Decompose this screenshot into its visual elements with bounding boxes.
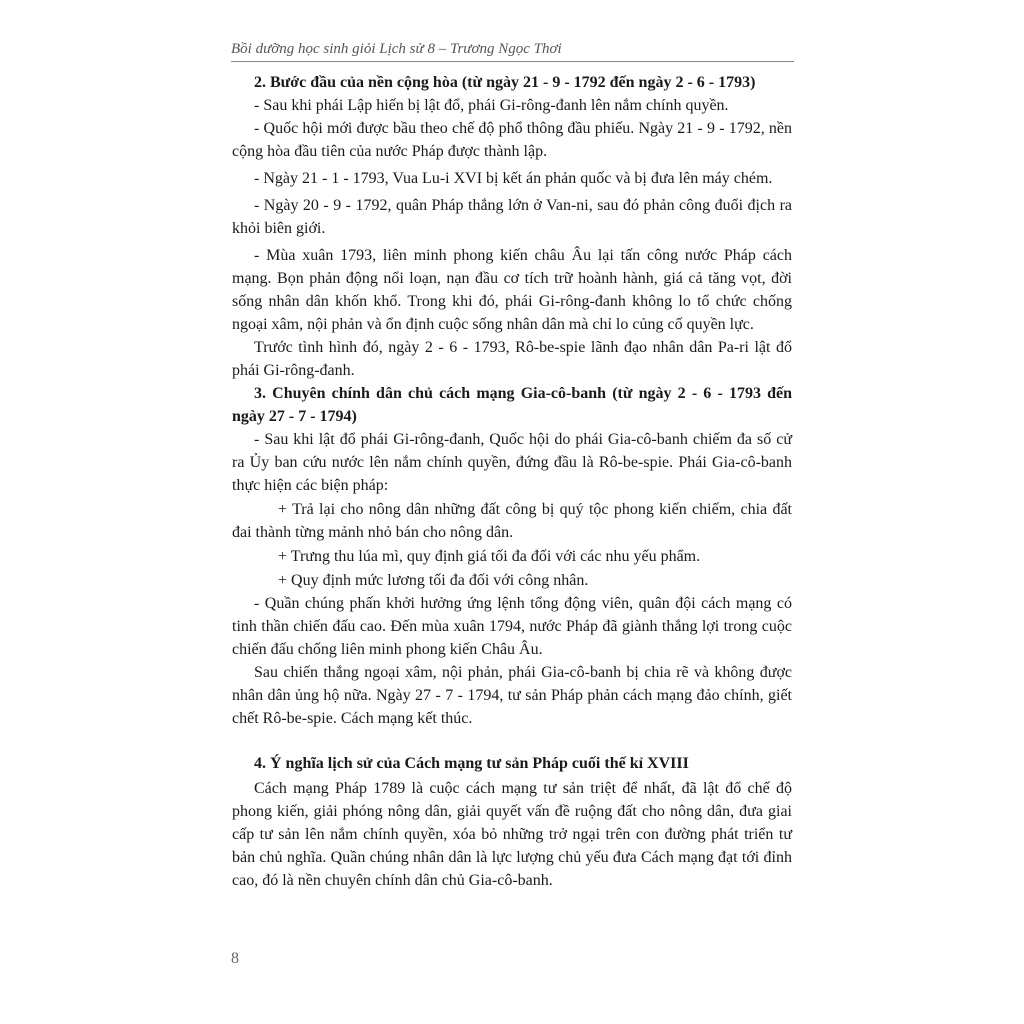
section-2-para-3: - Ngày 21 - 1 - 1793, Vua Lu-i XVI bị kết án phản quốc và bị đưa lên máy chém. [254, 170, 773, 187]
section-3-bullet-1: + Trả lại cho nông dân những đất công bị quý tộc phong kiến chiếm, chia đất đai thành từng mảnh nhỏ bán cho nông dân. [232, 501, 792, 541]
section-2-para-1: - Sau khi phái Lập hiến bị lật đổ, phái Gi-rông-đanh lên nắm chính quyền. [254, 97, 729, 114]
section-3-bullet-3: + Quy định mức lương tối đa đối với công nhân. [278, 572, 589, 589]
running-header: Bồi dưỡng học sinh giỏi Lịch sử 8 – Trương Ngọc Thơi [231, 40, 794, 62]
section-3-bullet-2: + Trưng thu lúa mì, quy định giá tối đa đối với các nhu yếu phẩm. [278, 548, 701, 565]
section-3-para-3: Sau chiến thắng ngoại xâm, nội phản, phái Gia-cô-banh bị chia rẽ và không được nhân dân ủng hộ nữa. Ngày 27 - 7 - 1794, tư sản Pháp phản cách mạng đảo chính, giết chết Rô-be-spie. Cách mạng kết thúc. [232, 664, 792, 727]
section-4-para-1: Cách mạng Pháp 1789 là cuộc cách mạng tư sản triệt để nhất, đã lật đổ chế độ phong kiến, giải phóng nông dân, giải quyết vấn đề ruộng đất cho nông dân, đưa giai cấp tư sản lên nắm chính quyền, xóa bỏ những trở ngại trên con đường phát triển tư bản chủ nghĩa. Quần chúng nhân dân là lực lượng chủ yếu đưa Cách mạng đạt tới đỉnh cao, đó là nền chuyên chính dân chủ Gia-cô-banh. [232, 780, 792, 889]
section-2-para-4: - Ngày 20 - 9 - 1792, quân Pháp thắng lớn ở Van-ni, sau đó phản công đuổi địch ra khỏi biên giới. [232, 197, 792, 237]
section-3-para-2: - Quần chúng phấn khởi hưởng ứng lệnh tổng động viên, quân đội cách mạng có tinh thần chiến đấu cao. Đến mùa xuân 1794, nước Pháp đã giành thắng lợi trong cuộc chiến đấu chống liên minh phong kiến Châu Âu. [232, 595, 792, 658]
page-body [232, 71, 792, 892]
section-2-title: 2. Bước đầu của nền cộng hòa (từ ngày 21 - 9 - 1792 đến ngày 2 - 6 - 1793) [254, 74, 756, 91]
section-2-para-6: Trước tình hình đó, ngày 2 - 6 - 1793, Rô-be-spie lãnh đạo nhân dân Pa-ri lật đổ phái Gi-rông-đanh. [232, 339, 792, 379]
section-2-para-2: - Quốc hội mới được bầu theo chế độ phổ thông đầu phiếu. Ngày 21 - 9 - 1792, nền cộng hòa đầu tiên của nước Pháp được thành lập. [232, 120, 792, 160]
section-4-title: 4. Ý nghĩa lịch sử của Cách mạng tư sản Pháp cuối thế kỉ XVIII [254, 755, 689, 772]
section-3-title: 3. Chuyên chính dân chủ cách mạng Gia-cô-banh (từ ngày 2 - 6 - 1793 đến ngày 27 - 7 - 1794) [232, 385, 792, 425]
section-3-para-1: - Sau khi lật đổ phái Gi-rông-đanh, Quốc hội do phái Gia-cô-banh chiếm đa số cử ra Ủy ban cứu nước lên nắm chính quyền, đứng đầu là Rô-be-spie. Phái Gia-cô-banh thực hiện các biện pháp: [232, 431, 792, 494]
section-2-para-5: - Mùa xuân 1793, liên minh phong kiến châu Âu lại tấn công nước Pháp cách mạng. Bọn phản động nổi loạn, nạn đầu cơ tích trữ hoành hành, giá cả tăng vọt, đời sống nhân dân khốn khổ. Trong khi đó, phái Gi-rông-đanh không lo tổ chức chống ngoại xâm, nội phản và ổn định cuộc sống nhân dân mà chỉ lo củng cố quyền lực. [232, 247, 792, 333]
page-number: 8 [231, 950, 239, 967]
